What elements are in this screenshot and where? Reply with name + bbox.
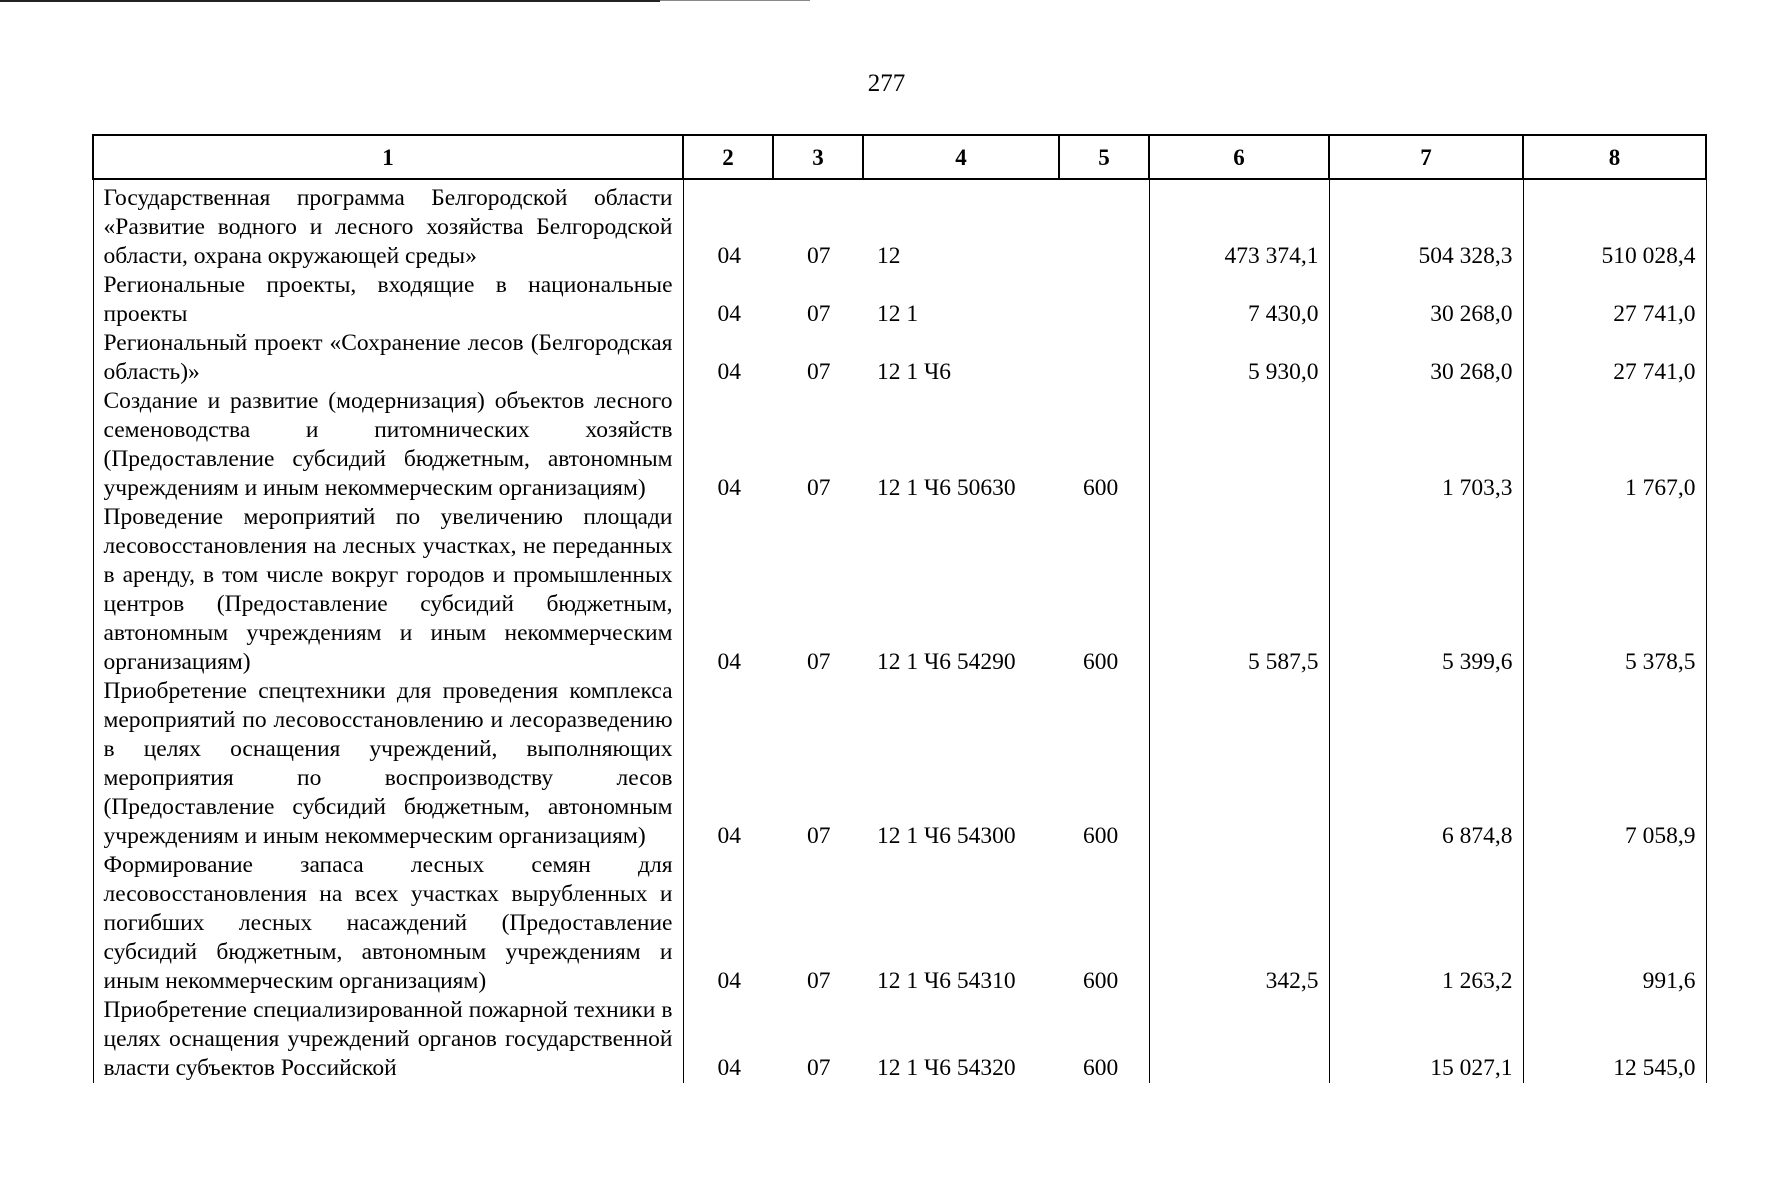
row-col-4: 12 1 Ч6 xyxy=(877,359,952,385)
row-col-8: 27 741,0 xyxy=(1523,329,1706,387)
row-col-5: 600 xyxy=(1083,823,1119,849)
table-row xyxy=(93,329,1706,387)
table-row xyxy=(93,503,1706,677)
row-col-8: 510 028,4 xyxy=(1523,179,1706,271)
row-col-4: 12 1 xyxy=(877,301,919,327)
top-rule-faint xyxy=(660,0,810,1)
table-row xyxy=(93,996,1706,1083)
row-col-2: 04 xyxy=(717,475,741,501)
row-col-5 xyxy=(1059,179,1149,271)
row-col-8: 12 545,0 xyxy=(1523,996,1706,1083)
row-col-2: 04 xyxy=(717,359,741,385)
row-col-2: 04 xyxy=(717,968,741,994)
header-col-8: 8 xyxy=(1523,135,1706,179)
row-col-5 xyxy=(1059,329,1149,387)
budget-table xyxy=(92,134,1707,1083)
row-col-6 xyxy=(1149,677,1329,851)
row-col-5 xyxy=(1059,271,1149,329)
row-col-8: 991,6 xyxy=(1523,851,1706,996)
row-col-2: 04 xyxy=(717,1055,741,1081)
header-col-2: 2 xyxy=(683,135,773,179)
table-row xyxy=(93,677,1706,851)
row-col-2: 04 xyxy=(717,301,741,327)
row-col-6: 342,5 xyxy=(1149,851,1329,996)
header-col-3: 3 xyxy=(773,135,863,179)
header-row xyxy=(93,135,1706,179)
row-col-3: 07 xyxy=(807,968,831,994)
row-name: Формирование запаса лесных семян для лесовосстановления на всех участках вырубленных и погибших лесных насаждений (Предоставление субсидий бюджетным, автономным учреждениям и иным некоммерческим организациям) xyxy=(93,851,683,996)
row-col-7: 504 328,3 xyxy=(1329,179,1523,271)
row-col-4: 12 1 Ч6 54320 xyxy=(877,1055,1016,1081)
row-name: Проведение мероприятий по увеличению площади лесовосстановления на лесных участках, не переданных в аренду, в том числе вокруг городов и промышленных центров (Предоставление субсидий бюджетным, автономным учреждениям и иным некоммерческим организациям) xyxy=(93,503,683,677)
row-col-8: 7 058,9 xyxy=(1523,677,1706,851)
row-name: Государственная программа Белгородской области «Развитие водного и лесного хозяйства Белгородской области, охрана окружающей среды» xyxy=(93,179,683,271)
table-row xyxy=(93,271,1706,329)
row-col-4: 12 1 Ч6 54310 xyxy=(877,968,1016,994)
row-name: Приобретение специализированной пожарной техники в целях оснащения учреждений органов государственной власти субъектов Российской xyxy=(93,996,683,1083)
row-col-5: 600 xyxy=(1083,649,1119,675)
row-col-7: 5 399,6 xyxy=(1329,503,1523,677)
header-col-4: 4 xyxy=(863,135,1059,179)
row-col-3: 07 xyxy=(807,301,831,327)
row-col-3: 07 xyxy=(807,1055,831,1081)
row-col-7: 30 268,0 xyxy=(1329,271,1523,329)
row-col-3: 07 xyxy=(807,649,831,675)
row-col-4: 12 1 Ч6 54300 xyxy=(877,823,1016,849)
row-col-4: 12 1 Ч6 50630 xyxy=(877,475,1016,501)
row-col-3: 07 xyxy=(807,823,831,849)
row-col-5: 600 xyxy=(1083,475,1119,501)
row-col-6: 5 930,0 xyxy=(1149,329,1329,387)
table-row xyxy=(93,387,1706,503)
row-col-2: 04 xyxy=(717,823,741,849)
row-col-7: 1 703,3 xyxy=(1329,387,1523,503)
row-name: Региональные проекты, входящие в национальные проекты xyxy=(93,271,683,329)
row-col-7: 30 268,0 xyxy=(1329,329,1523,387)
page-number: 277 xyxy=(867,70,906,97)
row-col-3: 07 xyxy=(807,243,831,269)
row-name: Региональный проект «Сохранение лесов (Белгородская область)» xyxy=(93,329,683,387)
header-col-7: 7 xyxy=(1329,135,1523,179)
row-name: Создание и развитие (модернизация) объектов лесного семеноводства и питомнических хозяйств (Предоставление субсидий бюджетным, автономным учреждениям и иным некоммерческим организациям) xyxy=(93,387,683,503)
row-col-5: 600 xyxy=(1083,1055,1119,1081)
row-col-6: 473 374,1 xyxy=(1149,179,1329,271)
header-col-5: 5 xyxy=(1059,135,1149,179)
row-col-2: 04 xyxy=(717,649,741,675)
row-col-6: 7 430,0 xyxy=(1149,271,1329,329)
row-col-6 xyxy=(1149,387,1329,503)
row-col-6: 5 587,5 xyxy=(1149,503,1329,677)
row-col-8: 27 741,0 xyxy=(1523,271,1706,329)
row-col-6 xyxy=(1149,996,1329,1083)
row-name: Приобретение спецтехники для проведения комплекса мероприятий по лесовосстановлению и лесоразведению в целях оснащения учреждений, выполняющих мероприятия по воспроизводству лесов (Предоставление субсидий бюджетным, автономным учреждениям и иным некоммерческим организациям) xyxy=(93,677,683,851)
row-col-7: 15 027,1 xyxy=(1329,996,1523,1083)
top-rule xyxy=(0,0,660,2)
row-col-3: 07 xyxy=(807,359,831,385)
row-col-7: 6 874,8 xyxy=(1329,677,1523,851)
table-row xyxy=(93,179,1706,271)
table-row xyxy=(93,851,1706,996)
row-col-4: 12 1 Ч6 54290 xyxy=(877,649,1016,675)
header-col-1: 1 xyxy=(93,135,683,179)
row-col-3: 07 xyxy=(807,475,831,501)
row-col-4: 12 xyxy=(877,243,901,269)
row-col-2: 04 xyxy=(717,243,741,269)
row-col-8: 5 378,5 xyxy=(1523,503,1706,677)
row-col-7: 1 263,2 xyxy=(1329,851,1523,996)
row-col-8: 1 767,0 xyxy=(1523,387,1706,503)
header-col-6: 6 xyxy=(1149,135,1329,179)
row-col-5: 600 xyxy=(1083,968,1119,994)
